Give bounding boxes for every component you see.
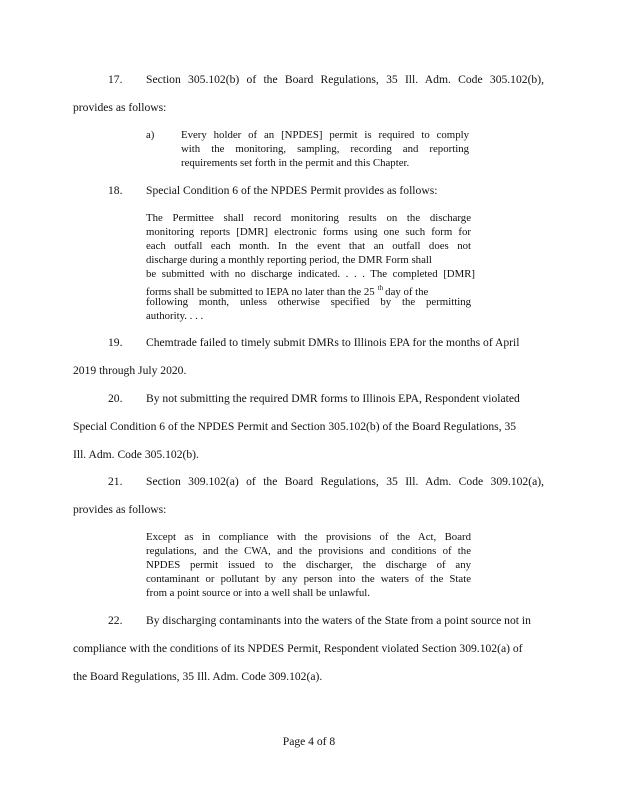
paragraph-19-line-2: 2019 through July 2020. [73,364,187,377]
paragraph-number: 18. [108,184,123,197]
paragraph-20-line-3: Ill. Adm. Code 305.102(b). [73,448,199,461]
quote-18-line-3: each outfall each month. In the event that an outfall does not [146,240,471,252]
quote-17-line-1: Every holder of an [NPDES] permit is required to comply [181,129,469,141]
page-number-footer: Page 4 of 8 [282,735,336,748]
quote-17-line-2: with the monitoring, sampling, recording and reporting [181,143,469,155]
paragraph-20-line-1: By not submitting the required DMR forms to Illinois EPA, Respondent violated [146,392,520,405]
paragraph-number: 17. [108,73,123,86]
paragraph-18-line-1: Special Condition 6 of the NPDES Permit provides as follows: [146,184,438,197]
quote-18-line-5: be submitted with no discharge indicated. . . . The completed [DMR] [146,268,475,280]
paragraph-21-line-2: provides as follows: [73,503,167,516]
paragraph-22-line-3: the Board Regulations, 35 Ill. Adm. Code 309.102(a). [73,670,323,683]
quote-18-line-7: following month, unless otherwise specified by the permitting [146,296,471,308]
quote-17-line-3: requirements set forth in the permit and this Chapter. [181,157,410,169]
quote-18-line-4: discharge during a monthly reporting period, the DMR Form shall [146,254,432,266]
quote-18-line-2: monitoring reports [DMR] electronic forms using one such form for [146,226,471,238]
paragraph-number: 20. [108,392,123,405]
quote-18-line-6: forms shall be submitted to IEPA no later than the 25 $^{th}$ day of the [146,284,429,298]
paragraph-17-line-2: provides as follows: [73,101,167,114]
quote-21-line-3: NPDES permit issued to the discharger, the discharge of any [146,559,471,571]
paragraph-20-line-2: Special Condition 6 of the NPDES Permit and Section 305.102(b) of the Board Regulations, 35 [73,420,517,433]
quote-21-line-5: from a point source or into a well shall be unlawful. [146,587,370,599]
quote-21-line-2: regulations, and the CWA, and the provisions and conditions of the [146,545,471,557]
paragraph-19-line-1: Chemtrade failed to timely submit DMRs to Illinois EPA for the months of April [146,336,520,349]
quote-21-line-1: Except as in compliance with the provisions of the Act, Board [146,531,471,543]
paragraph-21-line-1: Section 309.102(a) of the Board Regulations, 35 Ill. Adm. Code 309.102(a), [146,475,544,488]
paragraph-number: 19. [108,336,123,349]
paragraph-number: 22. [108,614,123,627]
paragraph-number: 21. [108,475,123,488]
quote-21-line-4: contaminant or pollutant by any person into the waters of the State [146,573,471,585]
quote-18-line-8: authority. . . . [146,310,204,322]
paragraph-22-line-2: compliance with the conditions of its NPDES Permit, Respondent violated Section 309.102(a) of [73,642,523,655]
paragraph-22-line-1: By discharging contaminants into the waters of the State from a point source not in [146,614,531,627]
paragraph-17-line-1: Section 305.102(b) of the Board Regulations, 35 Ill. Adm. Code 305.102(b), [146,73,544,86]
quote-18-line-1: The Permittee shall record monitoring results on the discharge [146,212,471,224]
quote-list-label: a) [146,129,155,141]
superscript-th: th [377,284,384,292]
